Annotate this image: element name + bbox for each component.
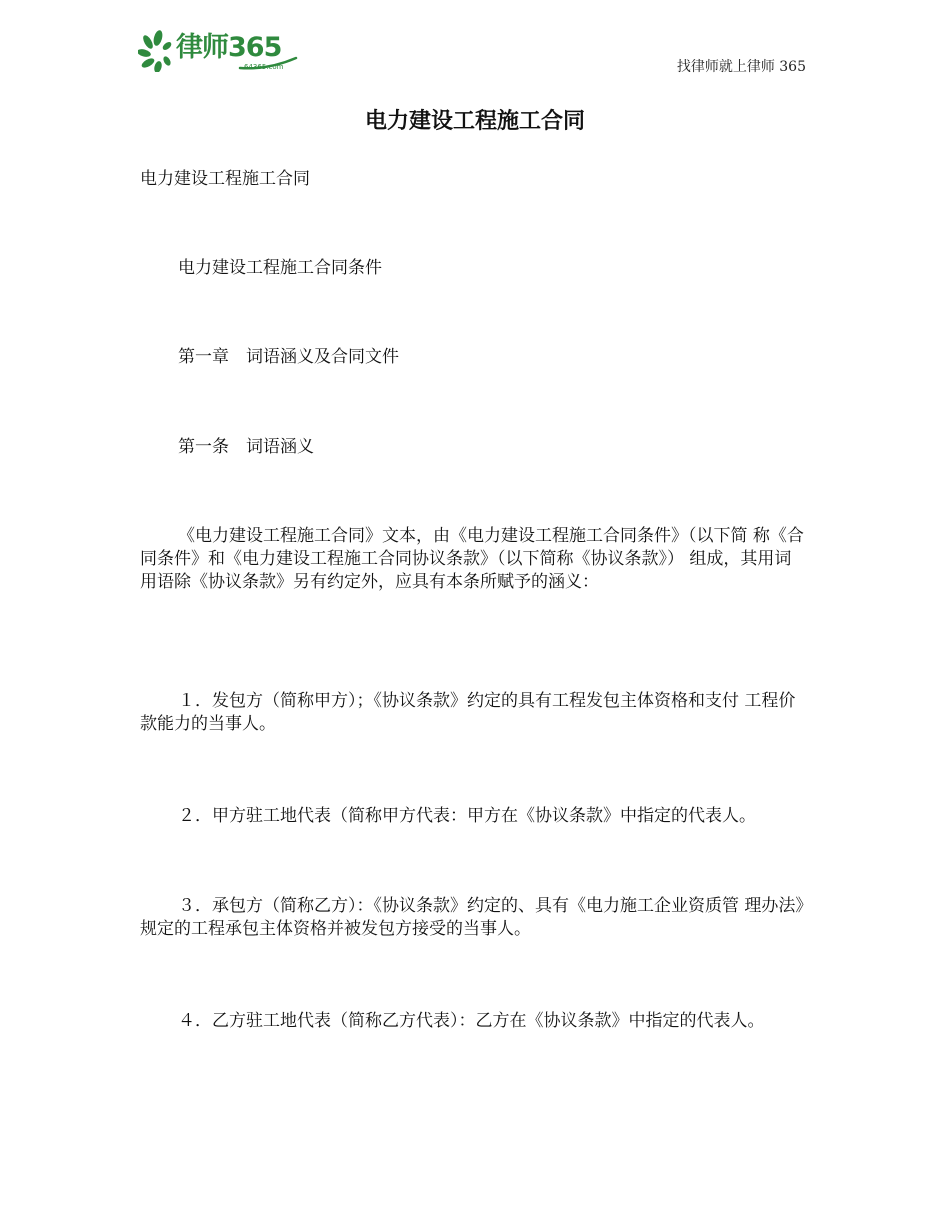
definition-item: １．发包方（简称甲方）；《协议条款》约定的具有工程发包主体资格和支付 工程价款能力的当事人。 [140, 691, 796, 734]
header-tagline: 找律师就上律师 365 [676, 59, 806, 75]
document-subtitle: 电力建设工程施工合同 [140, 169, 310, 189]
document-title: 电力建设工程施工合同 [364, 109, 585, 134]
conditions-heading: 电力建设工程施工合同条件 [178, 258, 382, 278]
logo-text: 律师365 [176, 32, 282, 63]
logo-url: 64365.com [244, 63, 284, 71]
definition-item: ２．甲方驻工地代表（简称甲方代表：甲方在《协议条款》中指定的代表人。 [178, 806, 756, 826]
site-logo[interactable] [138, 30, 298, 74]
intro-paragraph: 《电力建设工程施工合同》文本，由《电力建设工程施工合同条件》（以下简 称《合同条件》和《电力建设工程施工合同协议条款》（以下简称《协议条款》） 组成，其用词用语除《协议条款》另有约定外，应具有本条所赋予的涵义： [140, 526, 804, 592]
definition-item: ３．承包方（简称乙方）：《协议条款》约定的、具有《电力施工企业资质管 理办法》规定的工程承包主体资格并被发包方接受的当事人。 [140, 896, 804, 939]
definition-item: ４．乙方驻工地代表（简称乙方代表）：乙方在《协议条款》中指定的代表人。 [178, 1011, 765, 1031]
chapter-heading: 第一章 词语涵义及合同文件 [178, 347, 399, 367]
leaf-logo-icon [138, 30, 174, 72]
article-heading: 第一条 词语涵义 [178, 437, 314, 457]
